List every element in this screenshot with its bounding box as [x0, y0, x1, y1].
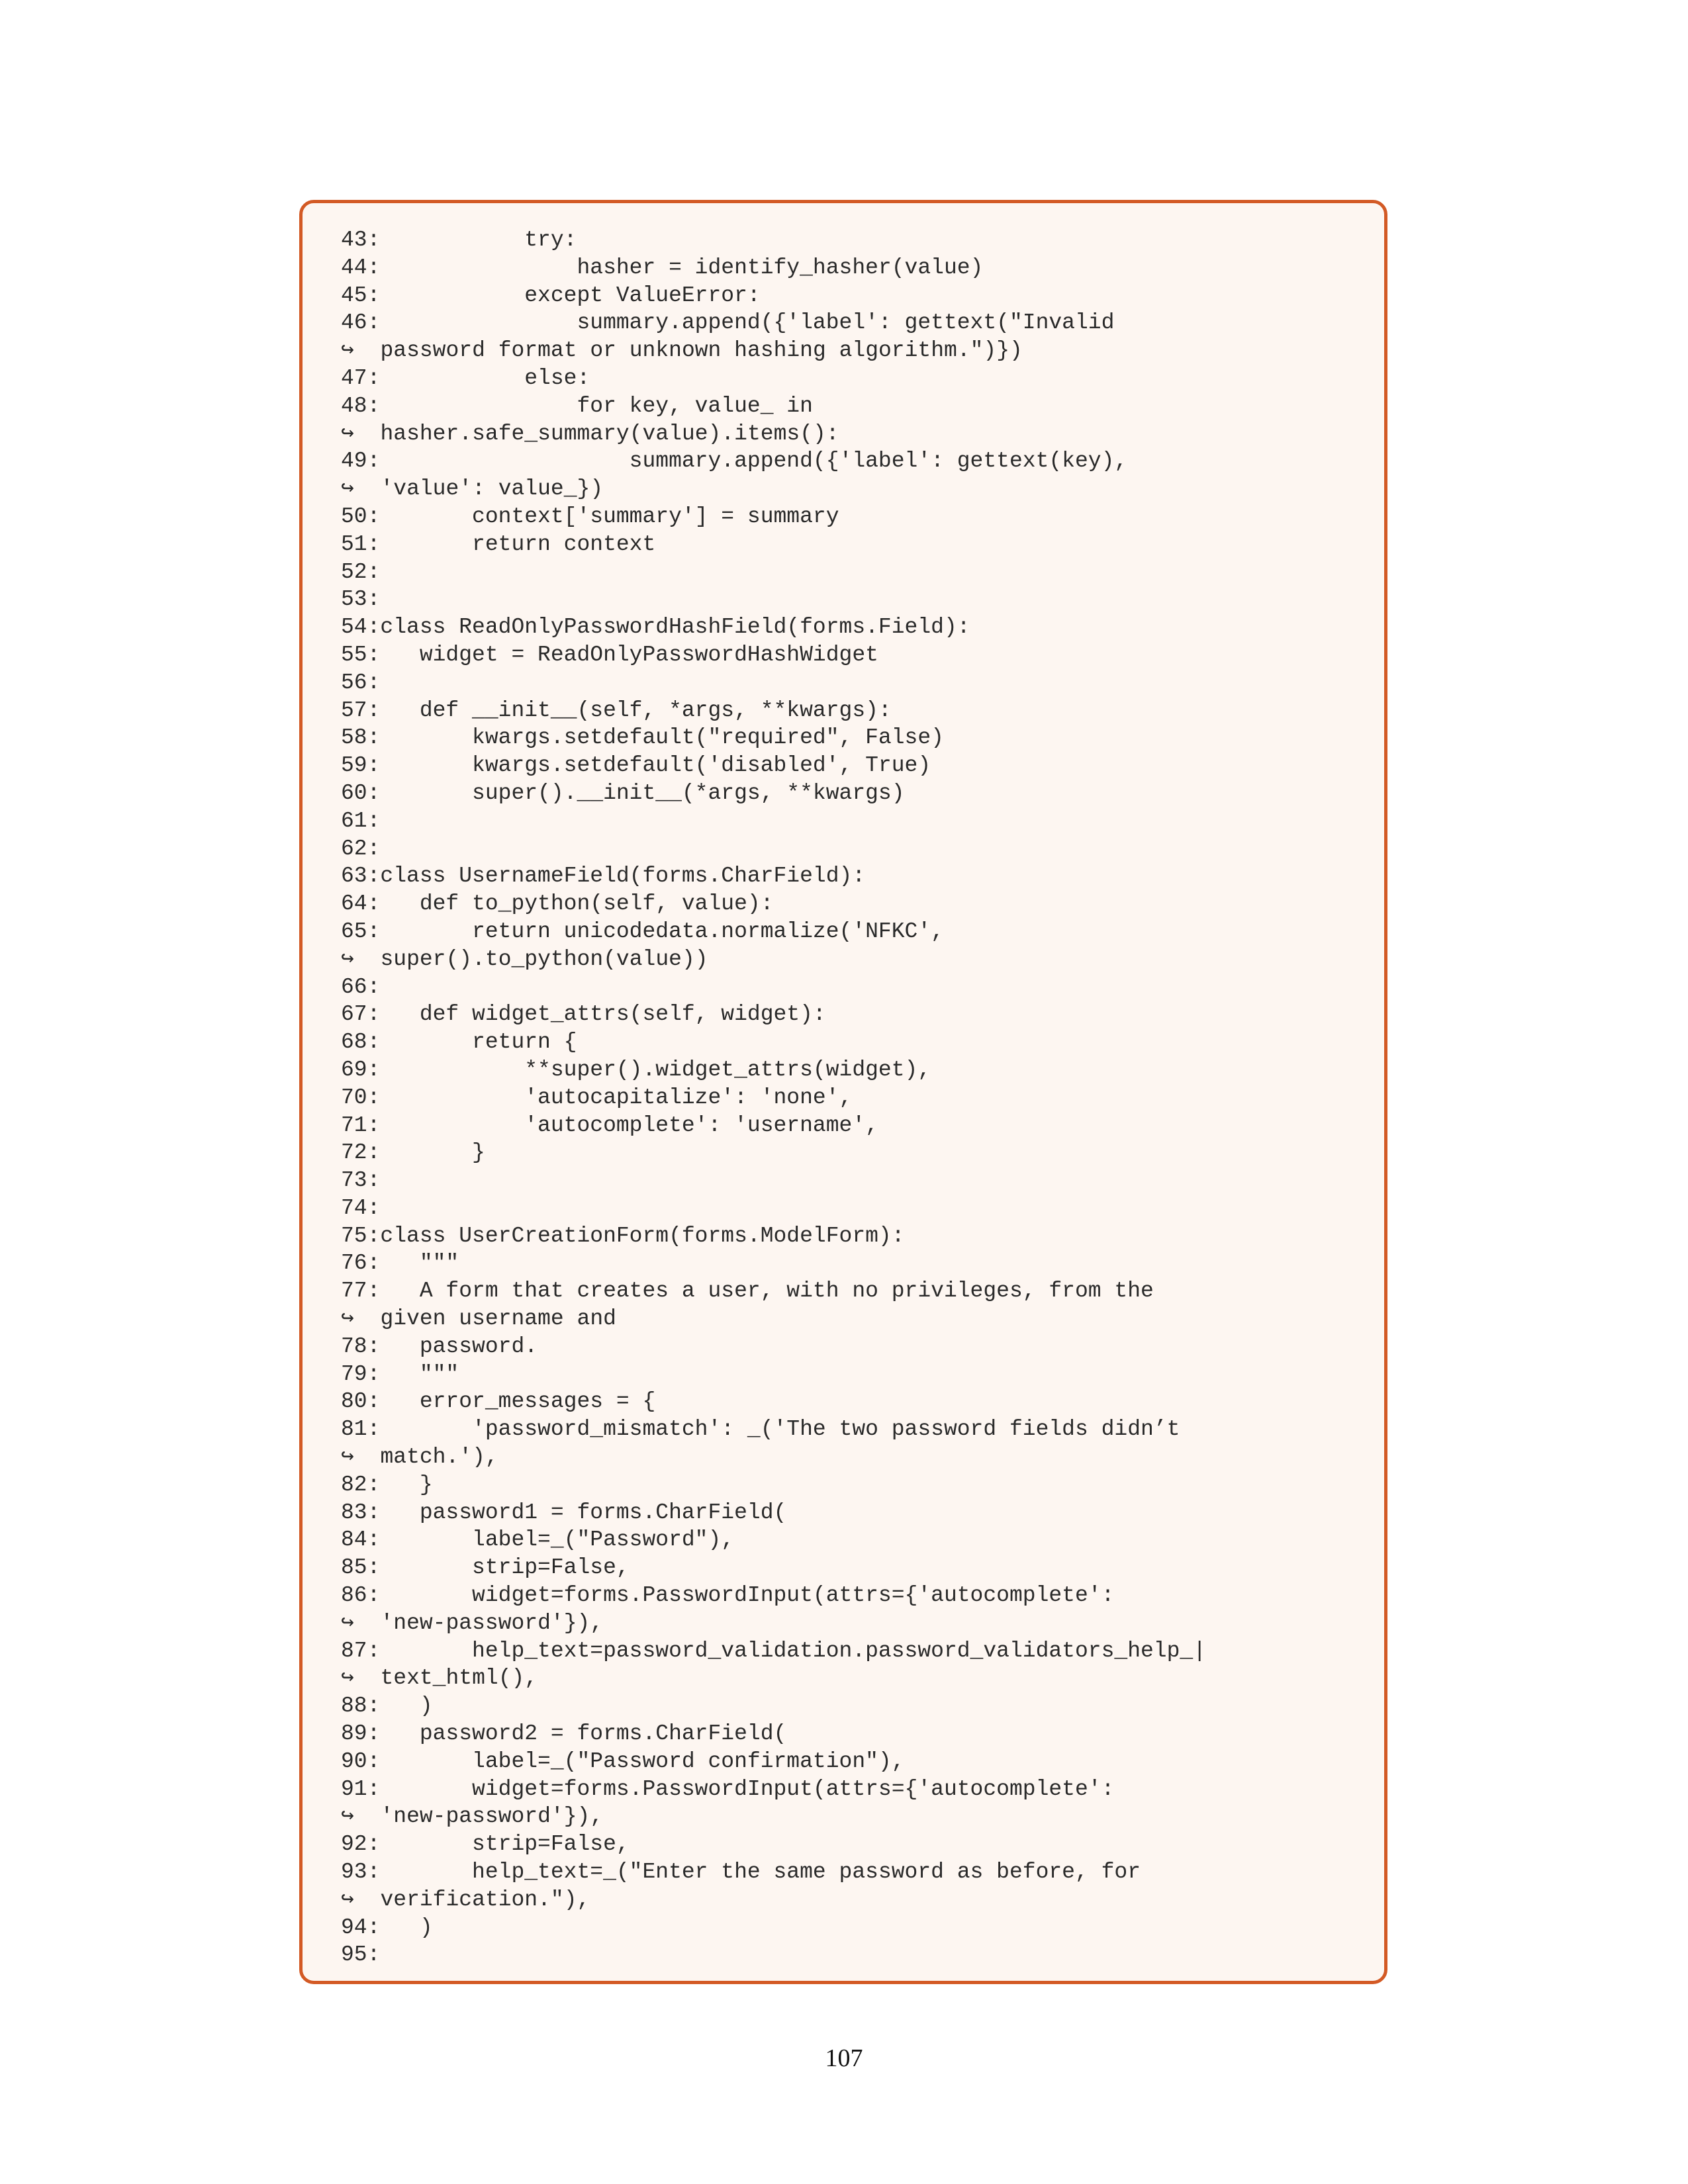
code-line: 52: — [341, 559, 381, 584]
code-line: 76: """ — [341, 1251, 459, 1276]
code-line: 60: super().__init__(*args, **kwargs) — [341, 780, 905, 805]
code-line: ↪ password format or unknown hashing algorithm.")}) — [341, 338, 1023, 363]
code-line: ↪ 'value': value_}) — [341, 477, 604, 502]
code-line: 75:class UserCreationForm(forms.ModelForm): — [341, 1223, 905, 1248]
code-line: 89: password2 = forms.CharField( — [341, 1721, 787, 1747]
code-line: ↪ given username and — [341, 1306, 616, 1332]
page-number: 107 — [825, 2044, 863, 2072]
code-line: 61: — [341, 808, 381, 833]
code-line: 43: try: — [341, 228, 577, 252]
code-line: 47: else: — [341, 365, 590, 390]
code-line: 63:class UsernameField(forms.CharField): — [341, 864, 866, 889]
code-line: 93: help_text=_("Enter the same password as before, for — [341, 1860, 1141, 1885]
code-line: ↪ 'new-password'}), — [341, 1804, 604, 1829]
code-line: 62: — [341, 836, 381, 861]
code-line: ↪ text_html(), — [341, 1666, 538, 1691]
code-line: 68: return { — [341, 1030, 577, 1055]
code-line: 80: error_messages = { — [341, 1389, 656, 1414]
code-line: 94: ) — [341, 1915, 433, 1940]
code-line: 49: summary.append({'label': gettext(key), — [341, 449, 1128, 474]
code-line: 88: ) — [341, 1694, 433, 1719]
code-listing — [341, 226, 1374, 1969]
code-line: ↪ hasher.safe_summary(value).items(): — [341, 421, 839, 446]
code-line: 44: hasher = identify_hasher(value) — [341, 255, 984, 280]
code-line: 90: label=_("Password confirmation"), — [341, 1749, 905, 1774]
code-line: ↪ verification."), — [341, 1887, 590, 1912]
code-line: 57: def __init__(self, *args, **kwargs): — [341, 698, 892, 723]
code-line: 71: 'autocomplete': 'username', — [341, 1113, 878, 1138]
code-line: 51: return context — [341, 531, 656, 557]
code-line: 77: A form that creates a user, with no privileges, from the — [341, 1279, 1154, 1304]
code-line: 59: kwargs.setdefault('disabled', True) — [341, 753, 931, 778]
code-line: 66: — [341, 974, 381, 999]
code-line: 92: strip=False, — [341, 1832, 630, 1857]
code-line: 48: for key, value_ in — [341, 393, 813, 418]
code-line: ↪ 'new-password'}), — [341, 1610, 604, 1635]
code-line: 78: password. — [341, 1334, 538, 1359]
code-line: 84: label=_("Password"), — [341, 1527, 735, 1553]
code-line: 86: widget=forms.PasswordInput(attrs={'autocomplete': — [341, 1583, 1115, 1608]
code-line: 87: help_text=password_validation.password_validators_help_| — [341, 1638, 1207, 1663]
code-line: 53: — [341, 587, 381, 612]
code-line: 74: — [341, 1195, 381, 1220]
code-line: 45: except ValueError: — [341, 283, 761, 308]
code-line: 81: 'password_mismatch': _('The two password fields didn’t — [341, 1417, 1180, 1442]
code-line: ↪ super().to_python(value)) — [341, 946, 708, 972]
code-line: 58: kwargs.setdefault("required", False) — [341, 725, 944, 751]
code-line: 70: 'autocapitalize': 'none', — [341, 1085, 853, 1110]
code-line: 50: context['summary'] = summary — [341, 504, 839, 529]
code-line: ↪ match.'), — [341, 1445, 498, 1470]
code-line: 67: def widget_attrs(self, widget): — [341, 1002, 826, 1027]
code-line: 54:class ReadOnlyPasswordHashField(forms.Field): — [341, 615, 970, 640]
code-line: 64: def to_python(self, value): — [341, 891, 774, 917]
code-line: 55: widget = ReadOnlyPasswordHashWidget — [341, 642, 878, 667]
code-line: 79: """ — [341, 1361, 459, 1387]
code-line: 69: **super().widget_attrs(widget), — [341, 1057, 931, 1082]
code-line: 46: summary.append({'label': gettext("Invalid — [341, 310, 1115, 336]
code-line: 56: — [341, 670, 381, 695]
code-line: 95: — [341, 1942, 381, 1968]
code-line: 83: password1 = forms.CharField( — [341, 1500, 787, 1525]
code-line: 82: } — [341, 1472, 433, 1497]
code-line: 65: return unicodedata.normalize('NFKC', — [341, 919, 944, 944]
code-line: 72: } — [341, 1140, 485, 1165]
code-line: 73: — [341, 1168, 381, 1193]
code-line: 85: strip=False, — [341, 1555, 630, 1580]
code-line: 91: widget=forms.PasswordInput(attrs={'autocomplete': — [341, 1776, 1115, 1801]
